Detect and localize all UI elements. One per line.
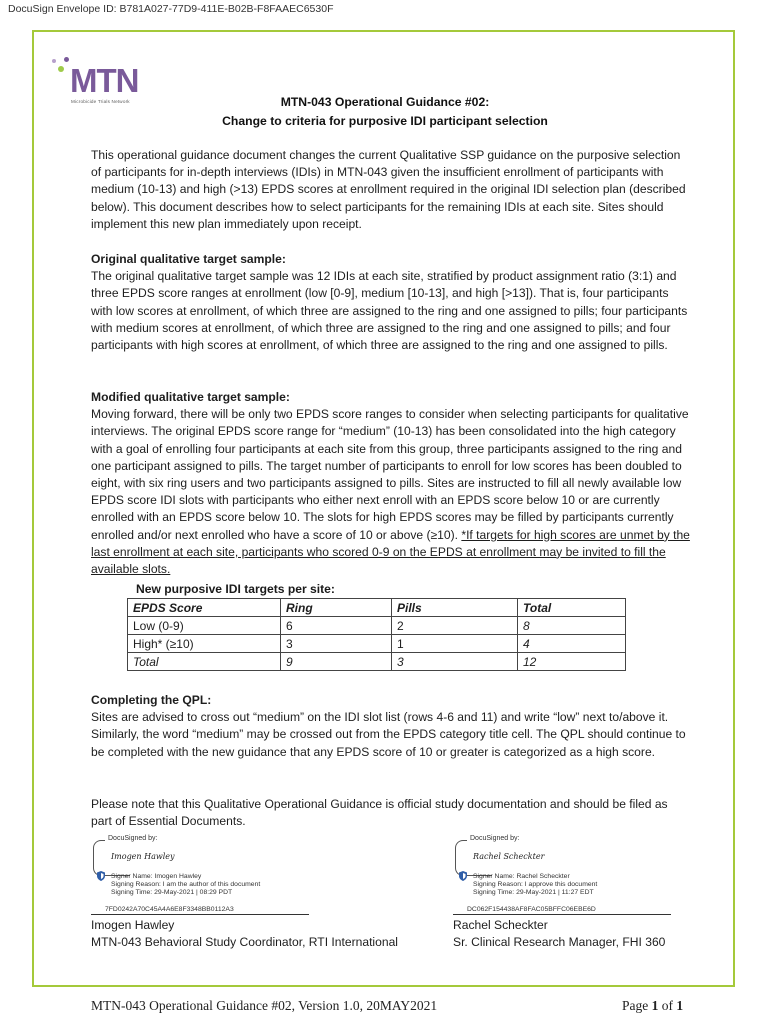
- signature-image: Imogen Hawley: [111, 852, 175, 861]
- cell-pills: 1: [392, 635, 518, 653]
- cell-pills: 2: [392, 617, 518, 635]
- qpl-heading: Completing the QPL:: [91, 693, 212, 707]
- signature-line-1: [91, 914, 309, 915]
- modified-body: Moving forward, there will be only two EPDS score ranges to consider when selecting participants for qualitative interviews. The original EPDS score range for “medium” (10-13) has been consolidated into the high category with a goal of enrolling four participants at each site from this group, three participants assigned to the ring and one participant assigned to pills. The target number of participants to enroll for low scores has been doubled to eight, with six ring users and two participants assigned to pills. Sites are instructed to fill all newly available low EPDS score IDI slots with participants who either next enroll with an EPDS score below 10 or are currently enrolled with an EPDS score below 10. The slots for high EPDS scores may be filled by participants currently enrolled and/or next enrolled who have a score of 10 or above (≥10).: [91, 407, 689, 542]
- note-paragraph: Please note that this Qualitative Operational Guidance is official study documentation and should be filed as part of Essential Documents.: [91, 797, 668, 829]
- envelope-id: DocuSign Envelope ID: B781A027-77D9-411E-B02B-F8FAAEC6530F: [8, 3, 334, 15]
- header-pills: Pills: [392, 599, 518, 617]
- qpl-section: [91, 692, 691, 761]
- cell-score: Total: [128, 653, 281, 671]
- docusigned-label: DocuSigned by:: [105, 835, 160, 842]
- footer-version: MTN-043 Operational Guidance #02, Version 1.0, 20MAY2021: [91, 998, 438, 1013]
- modified-heading: Modified qualitative target sample:: [91, 390, 290, 404]
- table-row: [128, 653, 626, 671]
- cell-pills: 3: [392, 653, 518, 671]
- signer-details: Signer Name: Rachel Scheckter Signing Reason: I approve this document Signing Time: 29-May-2021 | 11:27 EDT: [473, 873, 598, 896]
- table-caption: New purposive IDI targets per site:: [136, 582, 335, 596]
- table-row: [128, 617, 626, 635]
- page-title: MTN-043 Operational Guidance #02:: [280, 95, 490, 109]
- original-body: The original qualitative target sample was 12 IDIs at each site, stratified by product assignment ratio (3:1) and three EPDS score ranges at enrollment (low [0-9], medium [10-13], and high [>13]). That is, four participants with low scores at enrollment, of which three are assigned to the ring and one assigned to pills; four participants with medium scores at enrollment, of which three are assigned to the ring and one assigned to pills; and four participants with high scores at enrollment, of which three are assigned to the ring and one assigned to pills.: [91, 269, 688, 353]
- signature-line-2: [453, 914, 671, 915]
- docusigned-label: DocuSigned by:: [467, 835, 522, 842]
- header-ring: Ring: [281, 599, 392, 617]
- signer-details: Signer Name: Imogen Hawley Signing Reason: I am the author of this document Signing Time: 29-May-2021 | 08:29 PDT: [111, 873, 261, 896]
- intro-paragraph: This operational guidance document changes the current Qualitative SSP guidance on the purposive selection of participants for in-depth interviews (IDIs) in MTN-043 given the insufficient enrollment of participants with medium (10-13) and high (>13) EPDS scores at enrollment required in the original IDI selection plan (described below). This document describes how to select participants for the remaining IDIs at each site. Sites should implement this new plan immediately upon receipt.: [91, 148, 686, 231]
- qpl-body: Sites are advised to cross out “medium” on the IDI slot list (rows 4-6 and 11) and write “low” next to/above it. Similarly, the word “medium” may be crossed out from the EPDS category title cell. The QPL should continue to be completed with the new guidance that any EPDS score of 10 or greater is categorized as a high score.: [91, 710, 686, 759]
- footer-page-number: Page 1 of 1: [622, 998, 684, 1013]
- modified-section: [91, 389, 691, 578]
- original-heading: Original qualitative target sample:: [91, 252, 286, 266]
- cell-score: Low (0-9): [128, 617, 281, 635]
- targets-table: [127, 598, 626, 671]
- cell-total: 4: [518, 635, 626, 653]
- cell-ring: 9: [281, 653, 392, 671]
- signer-name-1: Imogen Hawley: [91, 918, 175, 932]
- cell-ring: 3: [281, 635, 392, 653]
- logo-tagline: Microbicide Trials Network: [71, 99, 130, 104]
- header-total: Total: [518, 599, 626, 617]
- shield-icon: [97, 871, 105, 881]
- logo-text: MTN: [70, 62, 139, 99]
- header-epds-score: EPDS Score: [128, 599, 281, 617]
- signer-role-1: MTN-043 Behavioral Study Coordinator, RTI International: [91, 935, 398, 949]
- shield-icon: [459, 871, 467, 881]
- signer-name-2: Rachel Scheckter: [453, 918, 548, 932]
- signature-image: Rachel Scheckter: [473, 852, 545, 861]
- signature-id: DC062F154438AF8FAC05BFFC06EBE6D: [467, 906, 596, 913]
- page-subtitle: Change to criteria for purposive IDI participant selection: [222, 114, 548, 128]
- cell-total: 12: [518, 653, 626, 671]
- table-row: [128, 635, 626, 653]
- signer-role-2: Sr. Clinical Research Manager, FHI 360: [453, 935, 666, 949]
- table-header-row: [128, 599, 626, 617]
- modified-underlined-note: *If targets for high scores are unmet by the last enrollment at each site, participants who scored 0-9 on the EPDS at enrollment may be invited to fill the available slots.: [91, 527, 690, 577]
- cell-ring: 6: [281, 617, 392, 635]
- cell-score: High* (≥10): [128, 635, 281, 653]
- signature-id: 7FD0242A70C45A4A6E8F3348BB0112A3: [105, 906, 234, 913]
- cell-total: 8: [518, 617, 626, 635]
- original-section: [91, 251, 691, 354]
